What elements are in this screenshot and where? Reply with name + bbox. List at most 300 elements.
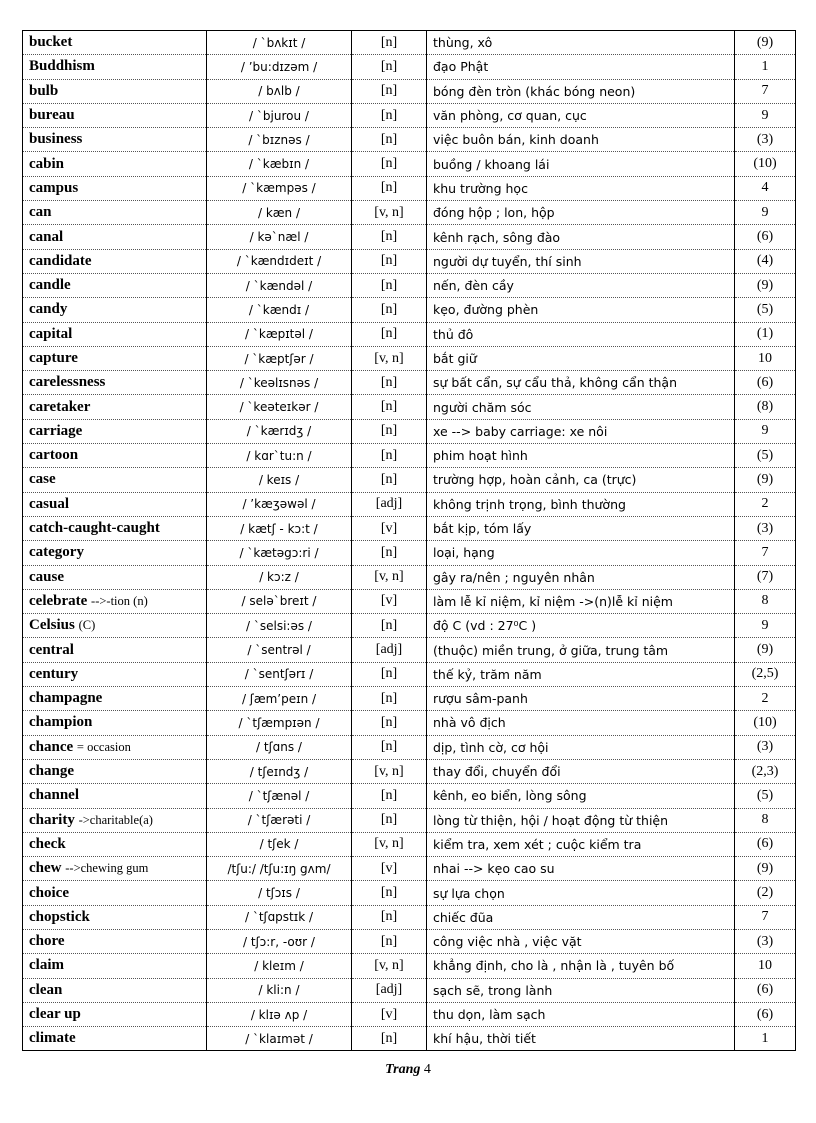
headword: climate <box>29 1030 76 1047</box>
part-of-speech-cell: [v, n] <box>352 954 427 978</box>
pronunciation-cell: / `keəlɪsnəs / <box>207 371 352 395</box>
part-of-speech-cell: [n] <box>352 273 427 297</box>
table-row <box>23 176 796 200</box>
meaning-cell: trường hợp, hoàn cảnh, ca (trực) <box>427 468 735 492</box>
headword: central <box>29 641 74 658</box>
part-of-speech-cell: [v, n] <box>352 565 427 589</box>
pronunciation-cell: / `kændəl / <box>207 273 352 297</box>
headword: change <box>29 763 74 780</box>
table-row <box>23 614 796 638</box>
pronunciation-cell: / tʃɔ:r, -oʊr / <box>207 929 352 953</box>
unit-cell: (8) <box>735 395 796 419</box>
unit-cell: (6) <box>735 371 796 395</box>
headword: candle <box>29 277 71 294</box>
word-note: (C) <box>78 618 96 633</box>
meaning-cell: bắt giữ <box>427 346 735 370</box>
table-row <box>23 808 796 832</box>
part-of-speech-cell: [n] <box>352 79 427 103</box>
word-cell <box>23 881 207 905</box>
unit-cell: (3) <box>735 516 796 540</box>
pronunciation-cell: / bʌlb / <box>207 79 352 103</box>
unit-cell: 1 <box>735 1027 796 1051</box>
unit-cell: 9 <box>735 103 796 127</box>
pronunciation-cell: / tʃɑns / <box>207 735 352 759</box>
headword: bulb <box>29 82 59 99</box>
word-note: = occasion <box>76 739 131 754</box>
word-cell <box>23 905 207 929</box>
pronunciation-cell: / ’kæʒəwəl / <box>207 492 352 516</box>
meaning-cell: chiếc đũa <box>427 905 735 929</box>
pronunciation-cell: /tʃu:/ /tʃu:ɪŋ gʌm/ <box>207 857 352 881</box>
meaning-cell: nhà vô địch <box>427 711 735 735</box>
part-of-speech-cell: [n] <box>352 298 427 322</box>
word-cell <box>23 273 207 297</box>
part-of-speech-cell: [v] <box>352 589 427 613</box>
pronunciation-cell: / kli:n / <box>207 978 352 1002</box>
meaning-cell: độ C (vd : 27⁰C ) <box>427 614 735 638</box>
part-of-speech-cell: [n] <box>352 103 427 127</box>
part-of-speech-cell: [adj] <box>352 638 427 662</box>
meaning-cell: kênh, eo biển, lòng sông <box>427 784 735 808</box>
headword: cartoon <box>29 447 79 464</box>
word-cell <box>23 759 207 783</box>
headword: clean <box>29 981 63 998</box>
unit-cell: (2) <box>735 881 796 905</box>
word-cell <box>23 832 207 856</box>
part-of-speech-cell: [v, n] <box>352 759 427 783</box>
word-cell <box>23 298 207 322</box>
table-row <box>23 468 796 492</box>
word-cell <box>23 614 207 638</box>
pronunciation-cell: / tʃeɪndʒ / <box>207 759 352 783</box>
unit-cell: 9 <box>735 201 796 225</box>
meaning-cell: rượu sâm-panh <box>427 687 735 711</box>
word-cell <box>23 152 207 176</box>
meaning-cell: thay đổi, chuyển đổi <box>427 759 735 783</box>
table-row <box>23 346 796 370</box>
headword: cause <box>29 568 64 585</box>
pronunciation-cell: / `tʃærəti / <box>207 808 352 832</box>
headword: case <box>29 471 56 488</box>
part-of-speech-cell: [n] <box>352 468 427 492</box>
part-of-speech-cell: [n] <box>352 881 427 905</box>
unit-cell: 7 <box>735 79 796 103</box>
table-row <box>23 103 796 127</box>
word-note: -->chewing gum <box>65 861 149 876</box>
part-of-speech-cell: [n] <box>352 735 427 759</box>
meaning-cell: (thuộc) miền trung, ở giữa, trung tâm <box>427 638 735 662</box>
meaning-cell: nhai --> kẹo cao su <box>427 857 735 881</box>
pronunciation-cell: / kleɪm / <box>207 954 352 978</box>
pronunciation-cell: / kɔ:z / <box>207 565 352 589</box>
pronunciation-cell: / `kæpɪtəl / <box>207 322 352 346</box>
unit-cell: (5) <box>735 784 796 808</box>
meaning-cell: người dự tuyển, thí sinh <box>427 249 735 273</box>
headword: choice <box>29 884 69 901</box>
pronunciation-cell: / kə`næl / <box>207 225 352 249</box>
meaning-cell: sạch sẽ, trong lành <box>427 978 735 1002</box>
table-row <box>23 298 796 322</box>
meaning-cell: đạo Phật <box>427 55 735 79</box>
table-row <box>23 395 796 419</box>
table-row <box>23 759 796 783</box>
part-of-speech-cell: [n] <box>352 371 427 395</box>
headword: charity <box>29 811 75 828</box>
table-row <box>23 857 796 881</box>
word-cell <box>23 346 207 370</box>
meaning-cell: việc buôn bán, kinh doanh <box>427 128 735 152</box>
part-of-speech-cell: [n] <box>352 395 427 419</box>
word-cell <box>23 541 207 565</box>
unit-cell: 8 <box>735 808 796 832</box>
table-row <box>23 152 796 176</box>
word-cell <box>23 711 207 735</box>
meaning-cell: bóng đèn tròn (khác bóng neon) <box>427 79 735 103</box>
unit-cell: 10 <box>735 954 796 978</box>
headword: Buddhism <box>29 58 95 75</box>
unit-cell: (6) <box>735 832 796 856</box>
pronunciation-cell: / `kætəgɔ:ri / <box>207 541 352 565</box>
word-cell <box>23 978 207 1002</box>
meaning-cell: lòng từ thiện, hội / hoạt động từ thiện <box>427 808 735 832</box>
table-row <box>23 225 796 249</box>
word-cell <box>23 1002 207 1026</box>
word-cell <box>23 79 207 103</box>
meaning-cell: thùng, xô <box>427 31 735 55</box>
unit-cell: 9 <box>735 614 796 638</box>
headword: champagne <box>29 690 103 707</box>
headword: catch-caught-caught <box>29 520 160 537</box>
meaning-cell: gây ra/nên ; nguyên nhân <box>427 565 735 589</box>
vocabulary-table-body <box>23 31 796 1051</box>
part-of-speech-cell: [n] <box>352 322 427 346</box>
meaning-cell: loại, hạng <box>427 541 735 565</box>
part-of-speech-cell: [n] <box>352 662 427 686</box>
part-of-speech-cell: [n] <box>352 808 427 832</box>
headword: business <box>29 131 83 148</box>
headword: canal <box>29 228 64 245</box>
word-note: -->-tion (n) <box>91 593 148 608</box>
unit-cell: 7 <box>735 905 796 929</box>
unit-cell: 2 <box>735 687 796 711</box>
word-cell <box>23 103 207 127</box>
part-of-speech-cell: [n] <box>352 687 427 711</box>
part-of-speech-cell: [n] <box>352 55 427 79</box>
table-row <box>23 978 796 1002</box>
meaning-cell: công việc nhà , việc vặt <box>427 929 735 953</box>
unit-cell: (9) <box>735 31 796 55</box>
word-cell <box>23 225 207 249</box>
headword: cabin <box>29 155 65 172</box>
table-row <box>23 589 796 613</box>
vocabulary-table <box>22 30 796 1051</box>
meaning-cell: kẹo, đường phèn <box>427 298 735 322</box>
unit-cell: (6) <box>735 978 796 1002</box>
table-row <box>23 128 796 152</box>
pronunciation-cell: / `tʃæmpɪən / <box>207 711 352 735</box>
headword: channel <box>29 787 80 804</box>
table-row <box>23 541 796 565</box>
pronunciation-cell: / keɪs / <box>207 468 352 492</box>
part-of-speech-cell: [adj] <box>352 978 427 1002</box>
unit-cell: 8 <box>735 589 796 613</box>
headword: capture <box>29 350 78 366</box>
pronunciation-cell: / `tʃɑpstɪk / <box>207 905 352 929</box>
headword: champion <box>29 714 93 731</box>
meaning-cell: thu dọn, làm sạch <box>427 1002 735 1026</box>
pronunciation-cell: / `keəteɪkər / <box>207 395 352 419</box>
word-cell <box>23 565 207 589</box>
meaning-cell: làm lễ kỉ niệm, kỉ niệm ->(n)lễ kỉ niệm <box>427 589 735 613</box>
table-row <box>23 735 796 759</box>
headword: clear up <box>29 1006 81 1023</box>
table-row <box>23 954 796 978</box>
word-cell <box>23 55 207 79</box>
pronunciation-cell: / `selsi:əs / <box>207 614 352 638</box>
unit-cell: (4) <box>735 249 796 273</box>
headword: campus <box>29 179 79 196</box>
unit-cell: 7 <box>735 541 796 565</box>
pronunciation-cell: / `kærɪdʒ / <box>207 419 352 443</box>
word-note: ->charitable(a) <box>78 812 153 827</box>
part-of-speech-cell: [n] <box>352 152 427 176</box>
pronunciation-cell: / `kæbɪn / <box>207 152 352 176</box>
headword: check <box>29 835 66 852</box>
word-cell <box>23 468 207 492</box>
unit-cell: (9) <box>735 638 796 662</box>
word-cell <box>23 662 207 686</box>
table-row <box>23 516 796 540</box>
word-cell <box>23 808 207 832</box>
pronunciation-cell: / `kændɪdeɪt / <box>207 249 352 273</box>
meaning-cell: nến, đèn cầy <box>427 273 735 297</box>
table-row <box>23 1002 796 1026</box>
pronunciation-cell: / `kændɪ / <box>207 298 352 322</box>
unit-cell: 2 <box>735 492 796 516</box>
unit-cell: (3) <box>735 929 796 953</box>
pronunciation-cell: / `kæmpəs / <box>207 176 352 200</box>
part-of-speech-cell: [n] <box>352 541 427 565</box>
table-row <box>23 1027 796 1051</box>
meaning-cell: không trịnh trọng, bình thường <box>427 492 735 516</box>
part-of-speech-cell: [n] <box>352 784 427 808</box>
pronunciation-cell: / `kæptʃər / <box>207 346 352 370</box>
word-cell <box>23 784 207 808</box>
word-cell <box>23 128 207 152</box>
part-of-speech-cell: [n] <box>352 711 427 735</box>
pronunciation-cell: / klɪə ʌp / <box>207 1002 352 1026</box>
unit-cell: (1) <box>735 322 796 346</box>
word-cell <box>23 176 207 200</box>
table-row <box>23 444 796 468</box>
headword: chopstick <box>29 908 90 925</box>
meaning-cell: sự bất cẩn, sự cẩu thả, không cẩn thận <box>427 371 735 395</box>
pronunciation-cell: / `bʌkɪt / <box>207 31 352 55</box>
part-of-speech-cell: [n] <box>352 225 427 249</box>
headword: chew <box>29 860 62 877</box>
table-row <box>23 638 796 662</box>
meaning-cell: dịp, tình cờ, cơ hội <box>427 735 735 759</box>
headword: century <box>29 665 79 682</box>
part-of-speech-cell: [n] <box>352 31 427 55</box>
pronunciation-cell: / `tʃænəl / <box>207 784 352 808</box>
word-cell <box>23 589 207 613</box>
pronunciation-cell: / kætʃ - kɔ:t / <box>207 516 352 540</box>
footer-label: Trang <box>385 1062 421 1077</box>
pronunciation-cell: / ʃæm’peɪn / <box>207 687 352 711</box>
meaning-cell: văn phòng, cơ quan, cục <box>427 103 735 127</box>
part-of-speech-cell: [adj] <box>352 492 427 516</box>
pronunciation-cell: / `bɪznəs / <box>207 128 352 152</box>
table-row <box>23 249 796 273</box>
table-row <box>23 662 796 686</box>
part-of-speech-cell: [v] <box>352 857 427 881</box>
headword: claim <box>29 957 64 974</box>
unit-cell: (5) <box>735 444 796 468</box>
word-cell <box>23 419 207 443</box>
meaning-cell: xe --> baby carriage: xe nôi <box>427 419 735 443</box>
unit-cell: (7) <box>735 565 796 589</box>
word-cell <box>23 492 207 516</box>
unit-cell: 4 <box>735 176 796 200</box>
page-footer <box>0 1062 816 1078</box>
part-of-speech-cell: [n] <box>352 929 427 953</box>
table-row <box>23 832 796 856</box>
word-cell <box>23 516 207 540</box>
part-of-speech-cell: [v] <box>352 1002 427 1026</box>
unit-cell: (9) <box>735 273 796 297</box>
meaning-cell: kiểm tra, xem xét ; cuộc kiểm tra <box>427 832 735 856</box>
meaning-cell: phim hoạt hình <box>427 444 735 468</box>
part-of-speech-cell: [v, n] <box>352 346 427 370</box>
headword: casual <box>29 495 70 512</box>
part-of-speech-cell: [n] <box>352 444 427 468</box>
word-cell <box>23 929 207 953</box>
part-of-speech-cell: [v] <box>352 516 427 540</box>
table-row <box>23 371 796 395</box>
pronunciation-cell: / tʃek / <box>207 832 352 856</box>
unit-cell: (5) <box>735 298 796 322</box>
word-cell <box>23 249 207 273</box>
pronunciation-cell: / `sentrəl / <box>207 638 352 662</box>
table-row <box>23 905 796 929</box>
headword: Celsius <box>29 617 75 634</box>
meaning-cell: thủ đô <box>427 322 735 346</box>
headword: caretaker <box>29 398 91 415</box>
headword: carriage <box>29 422 83 439</box>
meaning-cell: người chăm sóc <box>427 395 735 419</box>
pronunciation-cell: / kɑr`tu:n / <box>207 444 352 468</box>
headword: candy <box>29 301 68 318</box>
word-cell <box>23 1027 207 1051</box>
meaning-cell: thế kỷ, trăm năm <box>427 662 735 686</box>
unit-cell: (6) <box>735 225 796 249</box>
table-row <box>23 881 796 905</box>
table-row <box>23 565 796 589</box>
table-row <box>23 201 796 225</box>
pronunciation-cell: / tʃɔɪs / <box>207 881 352 905</box>
word-cell <box>23 638 207 662</box>
part-of-speech-cell: [n] <box>352 1027 427 1051</box>
word-cell <box>23 201 207 225</box>
table-row <box>23 79 796 103</box>
unit-cell: (2,3) <box>735 759 796 783</box>
word-cell <box>23 395 207 419</box>
meaning-cell: khu trường học <box>427 176 735 200</box>
table-row <box>23 31 796 55</box>
word-cell <box>23 954 207 978</box>
headword: carelessness <box>29 374 106 391</box>
unit-cell: (10) <box>735 711 796 735</box>
word-cell <box>23 371 207 395</box>
headword: category <box>29 544 84 561</box>
part-of-speech-cell: [n] <box>352 249 427 273</box>
unit-cell: (6) <box>735 1002 796 1026</box>
pronunciation-cell: / selə`breɪt / <box>207 589 352 613</box>
unit-cell: (9) <box>735 857 796 881</box>
table-row <box>23 322 796 346</box>
pronunciation-cell: / ’bu:dɪzəm / <box>207 55 352 79</box>
pronunciation-cell: / kæn / <box>207 201 352 225</box>
table-row <box>23 419 796 443</box>
word-cell <box>23 31 207 55</box>
headword: bucket <box>29 34 73 51</box>
headword: celebrate <box>29 592 88 609</box>
meaning-cell: đóng hộp ; lon, hộp <box>427 201 735 225</box>
table-row <box>23 492 796 516</box>
part-of-speech-cell: [n] <box>352 905 427 929</box>
headword: chore <box>29 933 65 950</box>
headword: capital <box>29 325 73 342</box>
unit-cell: (3) <box>735 735 796 759</box>
unit-cell: (9) <box>735 468 796 492</box>
unit-cell: (2,5) <box>735 662 796 686</box>
pronunciation-cell: / `sentʃərɪ / <box>207 662 352 686</box>
meaning-cell: khí hậu, thời tiết <box>427 1027 735 1051</box>
headword: can <box>29 204 52 221</box>
headword: candidate <box>29 252 92 269</box>
part-of-speech-cell: [v, n] <box>352 201 427 225</box>
word-cell <box>23 444 207 468</box>
word-cell <box>23 687 207 711</box>
part-of-speech-cell: [n] <box>352 614 427 638</box>
pronunciation-cell: / `bjurou / <box>207 103 352 127</box>
meaning-cell: kênh rạch, sông đào <box>427 225 735 249</box>
meaning-cell: bắt kịp, tóm lấy <box>427 516 735 540</box>
word-cell <box>23 322 207 346</box>
page-number: 4 <box>423 1062 431 1077</box>
table-row <box>23 711 796 735</box>
part-of-speech-cell: [n] <box>352 419 427 443</box>
part-of-speech-cell: [n] <box>352 176 427 200</box>
table-row <box>23 55 796 79</box>
unit-cell: 10 <box>735 346 796 370</box>
word-cell <box>23 735 207 759</box>
part-of-speech-cell: [v, n] <box>352 832 427 856</box>
meaning-cell: sự lựa chọn <box>427 881 735 905</box>
headword: chance <box>29 738 74 755</box>
headword: bureau <box>29 107 75 124</box>
table-row <box>23 784 796 808</box>
meaning-cell: khẳng định, cho là , nhận là , tuyên bố <box>427 954 735 978</box>
unit-cell: (10) <box>735 152 796 176</box>
pronunciation-cell: / `klaɪmət / <box>207 1027 352 1051</box>
unit-cell: 9 <box>735 419 796 443</box>
table-row <box>23 273 796 297</box>
meaning-cell: buồng / khoang lái <box>427 152 735 176</box>
unit-cell: 1 <box>735 55 796 79</box>
word-cell <box>23 857 207 881</box>
